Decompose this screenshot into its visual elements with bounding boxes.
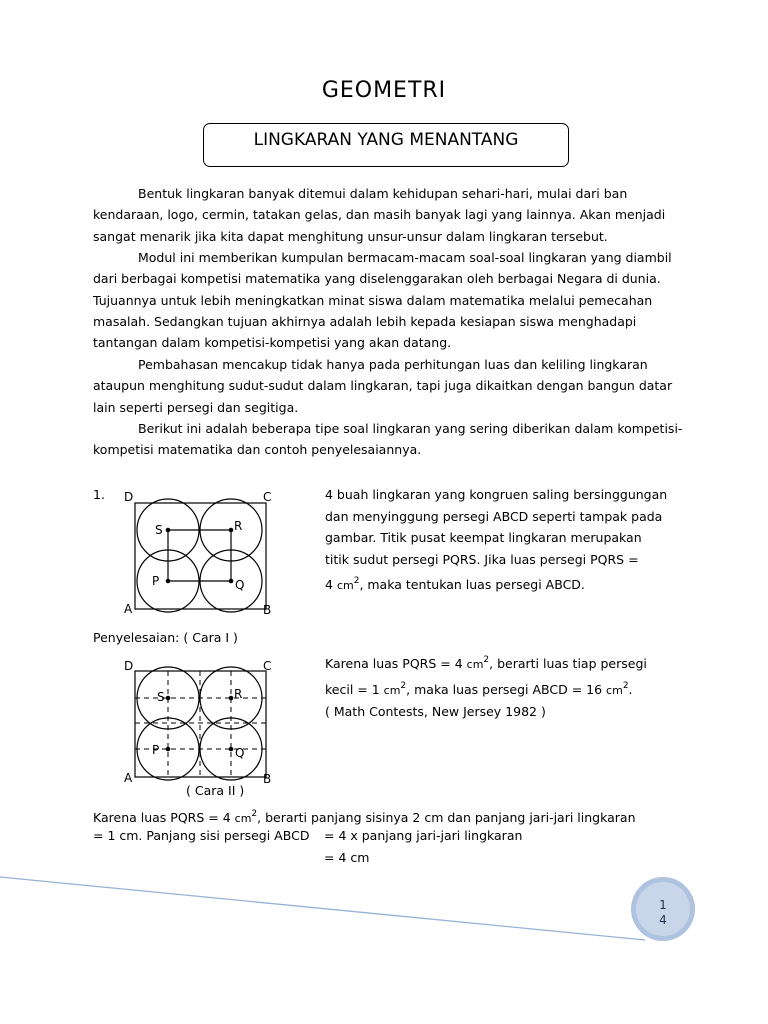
- intro-paragraph-1: [93, 183, 683, 247]
- point-s: [166, 696, 171, 701]
- subtitle: LINGKARAN YANG MENANTANG: [253, 130, 519, 150]
- intro-text-1: Bentuk lingkaran banyak ditemui dalam kehidupan sehari-hari, mulai dari ban kendaraan, logo, cermin, tatakan gelas, dan masih banyak lagi yang lainnya. Akan menjadi sangat menarik jika kita dapat menghitung unsur-unsur dalam lingkaran tersebut.: [93, 186, 666, 244]
- problem-line-1: 4 buah lingkaran yang kongruen saling bersinggungan: [325, 487, 668, 502]
- solution2-l1a: Karena luas PQRS = 4: [93, 810, 235, 825]
- problem-line-3: gambar. Titik pusat keempat lingkaran merupakan: [325, 530, 642, 546]
- point-p: [166, 747, 171, 752]
- solution2-eq-2: = 4 cm: [324, 850, 370, 865]
- solution1-line-1: [325, 650, 685, 676]
- label-q: Q: [235, 578, 245, 592]
- solution2-l1b: , berarti panjang sisinya 2 cm dan panjang jari-jari lingkaran: [257, 810, 636, 825]
- unit: cm: [466, 658, 484, 671]
- label-b: B: [263, 603, 272, 617]
- page-number-line-2: 4: [659, 913, 667, 927]
- unit: cm: [383, 683, 401, 697]
- problem-line-5: [325, 571, 685, 597]
- intro-paragraph-4: [93, 418, 683, 461]
- label-b: B: [263, 772, 272, 786]
- square-abcd: [135, 503, 266, 609]
- problem-line-2: dan menyinggung persegi ABCD seperti tampak pada: [325, 508, 663, 524]
- problem-number: 1.: [93, 487, 105, 502]
- label-p: P: [152, 743, 160, 757]
- solution-heading: Penyelesaian: ( Cara I ): [93, 630, 238, 645]
- intro-paragraph-2: [93, 247, 683, 353]
- page-title: GEOMETRI: [321, 78, 447, 103]
- label-p: P: [152, 574, 160, 588]
- cara-ii-caption: ( Cara II ): [186, 783, 245, 798]
- solution1-l1b: , berarti luas tiap persegi: [489, 656, 647, 671]
- label-r: R: [234, 519, 243, 533]
- problem-line-4: titik sudut persegi PQRS. Jika luas persegi PQRS =: [325, 552, 639, 568]
- point-r: [229, 696, 234, 701]
- intro-text-2: Modul ini memberikan kumpulan bermacam-macam soal-soal lingkaran yang diambil dari berbagai kompetisi matematika yang diselenggarakan oleh berbagai Negara di dunia. Tujuannya untuk lebih meningkatkan minat siswa dalam matematika melalui pemecahan masalah. Sedangkan tujuan akhirnya adalah lebih kepada kesiapan siswa menghadapi tantangan dalam kompetisi-kompetisi yang akan datang.: [93, 250, 672, 351]
- label-d: D: [124, 659, 134, 673]
- label-r: R: [234, 687, 243, 701]
- solution2-line-2: = 1 cm. Panjang sisi persegi ABCD: [93, 828, 310, 843]
- problem-unit: cm: [336, 578, 354, 592]
- unit: cm: [606, 683, 623, 697]
- page-number-line-1: 1: [659, 898, 667, 912]
- label-a: A: [124, 771, 133, 785]
- page-number: [636, 898, 690, 928]
- solution1-l2a: kecil = 1: [325, 681, 384, 697]
- solution1-line-2: [325, 676, 685, 702]
- solution1-source: ( Math Contests, New Jersey 1982 ): [325, 704, 546, 720]
- exponent: 2: [400, 680, 407, 691]
- exponent: 2: [483, 655, 490, 665]
- label-d: D: [124, 490, 134, 504]
- solution2-eq-1: = 4 x panjang jari-jari lingkaran: [324, 828, 523, 843]
- label-s: S: [157, 690, 165, 704]
- figure-1: [118, 488, 290, 618]
- label-c: C: [263, 490, 272, 504]
- label-c: C: [263, 659, 272, 673]
- exponent: 2: [622, 680, 629, 691]
- point-s: [166, 528, 171, 533]
- intro-paragraph-3: [93, 354, 683, 418]
- point-p: [166, 579, 171, 584]
- point-q: [229, 579, 234, 584]
- point-q: [229, 747, 234, 752]
- intro-text-4: Berikut ini adalah beberapa tipe soal lingkaran yang sering diberikan dalam kompetisi-kompetisi matematika dan contoh penyelesaiannya.: [93, 421, 683, 458]
- figure-2: [118, 656, 290, 788]
- solution1-l1a: Karena luas PQRS = 4: [325, 656, 467, 671]
- solution1-text: [325, 650, 685, 723]
- grid-lines: [135, 671, 266, 777]
- problem-exponent: 2: [353, 575, 360, 586]
- unit: cm: [234, 812, 252, 825]
- problem-suffix: , maka tentukan luas persegi ABCD.: [359, 576, 585, 592]
- label-a: A: [124, 602, 133, 616]
- solution1-l2b: , maka luas persegi ABCD = 16: [406, 681, 607, 697]
- square-pqrs: [168, 530, 231, 581]
- label-s: S: [155, 523, 163, 537]
- problem-text: [325, 484, 685, 597]
- label-q: Q: [235, 746, 245, 760]
- solution1-l2c: .: [628, 681, 633, 697]
- problem-value: 4: [325, 576, 337, 592]
- point-r: [229, 528, 234, 533]
- intro-text-3: Pembahasan mencakup tidak hanya pada perhitungan luas dan keliling lingkaran ataupun menghitung sudut-sudut dalam lingkaran, tapi juga dikaitkan dengan bangun datar lain seperti persegi dan segitiga.: [93, 357, 673, 415]
- exponent: 2: [251, 809, 258, 819]
